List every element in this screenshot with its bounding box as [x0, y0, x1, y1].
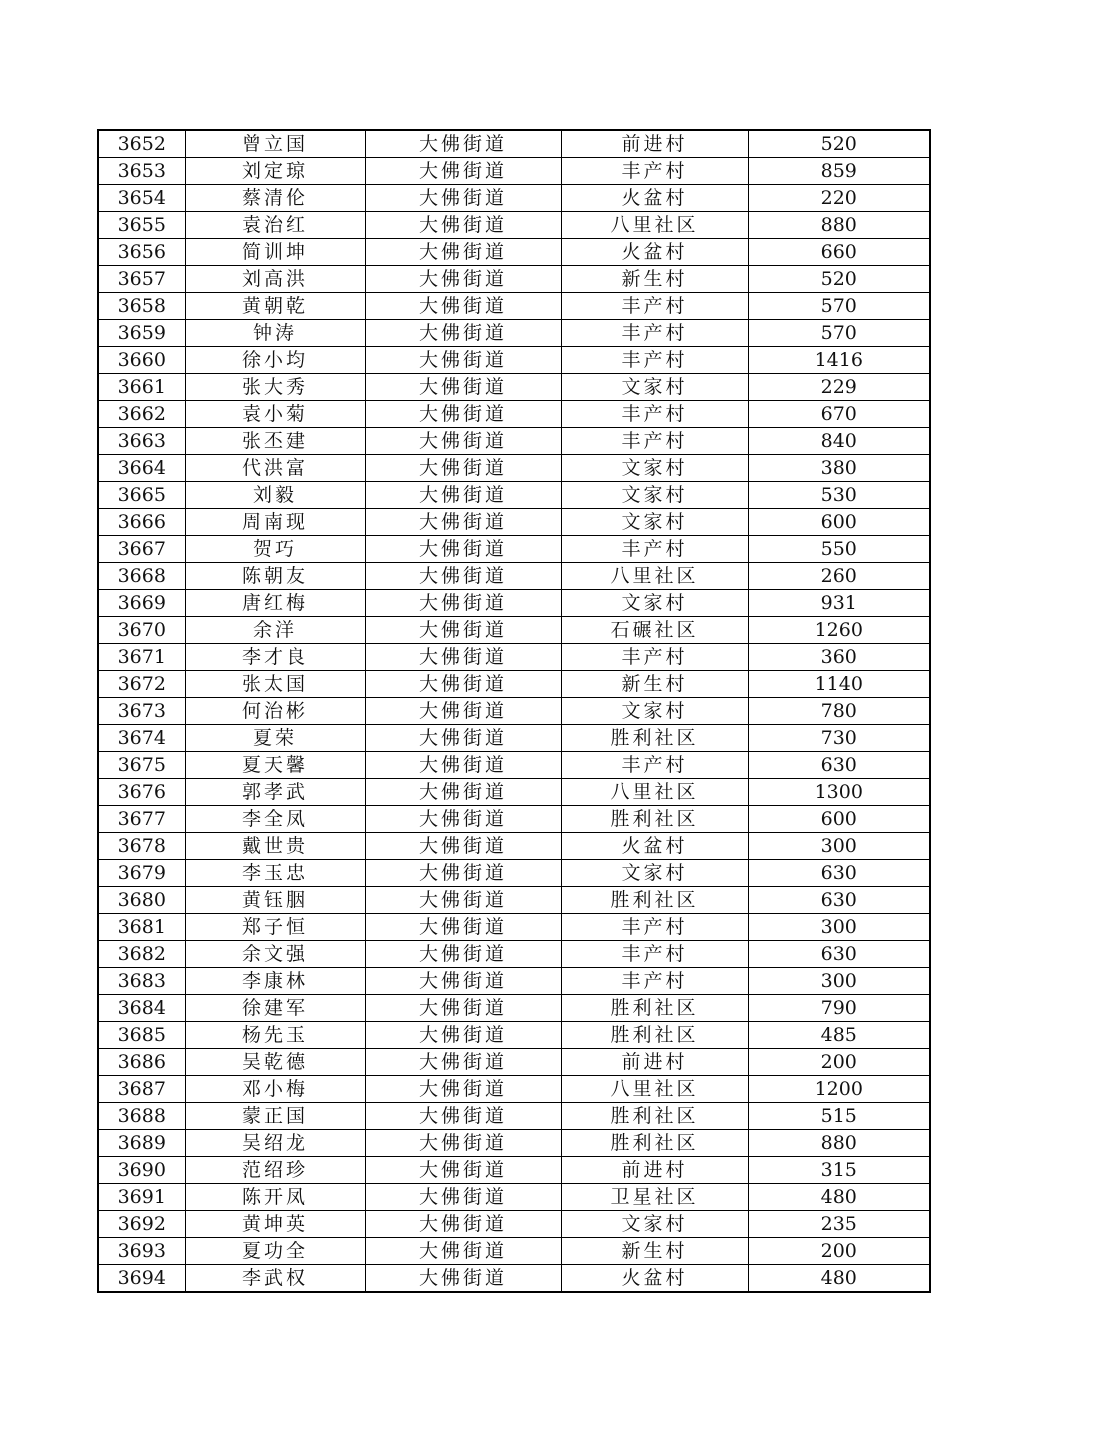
- row-number-cell: 3693: [98, 1238, 185, 1265]
- table-row: [98, 995, 930, 1022]
- village-cell: 新生村: [561, 1238, 748, 1265]
- village-cell: 前进村: [561, 1049, 748, 1076]
- street-cell: 大佛街道: [365, 1238, 561, 1265]
- row-number-cell: 3677: [98, 806, 185, 833]
- street-cell: 大佛街道: [365, 941, 561, 968]
- village-cell: 文家村: [561, 455, 748, 482]
- street-cell: 大佛街道: [365, 590, 561, 617]
- village-cell: 丰产村: [561, 320, 748, 347]
- street-cell: 大佛街道: [365, 563, 561, 590]
- name-cell: 吴绍龙: [185, 1130, 365, 1157]
- name-cell: 黄坤英: [185, 1211, 365, 1238]
- street-cell: 大佛街道: [365, 860, 561, 887]
- street-cell: 大佛街道: [365, 266, 561, 293]
- row-number-cell: 3676: [98, 779, 185, 806]
- name-cell: 夏荣: [185, 725, 365, 752]
- village-cell: 前进村: [561, 1157, 748, 1184]
- row-number-cell: 3665: [98, 482, 185, 509]
- village-cell: 丰产村: [561, 401, 748, 428]
- street-cell: 大佛街道: [365, 212, 561, 239]
- village-cell: 文家村: [561, 590, 748, 617]
- street-cell: 大佛街道: [365, 1076, 561, 1103]
- village-cell: 文家村: [561, 509, 748, 536]
- village-cell: 文家村: [561, 1211, 748, 1238]
- street-cell: 大佛街道: [365, 185, 561, 212]
- village-cell: 文家村: [561, 860, 748, 887]
- street-cell: 大佛街道: [365, 536, 561, 563]
- row-number-cell: 3654: [98, 185, 185, 212]
- amount-cell: 600: [748, 806, 930, 833]
- row-number-cell: 3686: [98, 1049, 185, 1076]
- row-number-cell: 3656: [98, 239, 185, 266]
- village-cell: 丰产村: [561, 158, 748, 185]
- table-row: [98, 347, 930, 374]
- village-cell: 文家村: [561, 374, 748, 401]
- row-number-cell: 3689: [98, 1130, 185, 1157]
- table-row: [98, 806, 930, 833]
- amount-cell: 300: [748, 833, 930, 860]
- street-cell: 大佛街道: [365, 779, 561, 806]
- village-cell: 胜利社区: [561, 806, 748, 833]
- amount-cell: 1140: [748, 671, 930, 698]
- name-cell: 周南现: [185, 509, 365, 536]
- name-cell: 刘高洪: [185, 266, 365, 293]
- name-cell: 钟涛: [185, 320, 365, 347]
- name-cell: 张太国: [185, 671, 365, 698]
- row-number-cell: 3667: [98, 536, 185, 563]
- row-number-cell: 3674: [98, 725, 185, 752]
- amount-cell: 480: [748, 1184, 930, 1211]
- name-cell: 黄钰胭: [185, 887, 365, 914]
- street-cell: 大佛街道: [365, 968, 561, 995]
- village-cell: 八里社区: [561, 779, 748, 806]
- table-row: [98, 455, 930, 482]
- street-cell: 大佛街道: [365, 428, 561, 455]
- table-row: [98, 914, 930, 941]
- amount-cell: 315: [748, 1157, 930, 1184]
- village-cell: 胜利社区: [561, 995, 748, 1022]
- amount-cell: 630: [748, 941, 930, 968]
- name-cell: 李全凤: [185, 806, 365, 833]
- table-row: [98, 1184, 930, 1211]
- table-row: [98, 752, 930, 779]
- row-number-cell: 3657: [98, 266, 185, 293]
- amount-cell: 515: [748, 1103, 930, 1130]
- amount-cell: 520: [748, 266, 930, 293]
- table-row: [98, 374, 930, 401]
- name-cell: 代洪富: [185, 455, 365, 482]
- street-cell: 大佛街道: [365, 995, 561, 1022]
- street-cell: 大佛街道: [365, 1157, 561, 1184]
- amount-cell: 790: [748, 995, 930, 1022]
- table-row: [98, 1157, 930, 1184]
- amount-cell: 730: [748, 725, 930, 752]
- amount-cell: 530: [748, 482, 930, 509]
- name-cell: 余洋: [185, 617, 365, 644]
- name-cell: 张大秀: [185, 374, 365, 401]
- street-cell: 大佛街道: [365, 1265, 561, 1293]
- village-cell: 前进村: [561, 130, 748, 158]
- amount-cell: 300: [748, 968, 930, 995]
- street-cell: 大佛街道: [365, 1103, 561, 1130]
- street-cell: 大佛街道: [365, 698, 561, 725]
- amount-cell: 200: [748, 1049, 930, 1076]
- street-cell: 大佛街道: [365, 725, 561, 752]
- row-number-cell: 3694: [98, 1265, 185, 1293]
- table-row: [98, 130, 930, 158]
- row-number-cell: 3653: [98, 158, 185, 185]
- village-cell: 火盆村: [561, 1265, 748, 1293]
- row-number-cell: 3675: [98, 752, 185, 779]
- table-row: [98, 1130, 930, 1157]
- village-cell: 胜利社区: [561, 725, 748, 752]
- street-cell: 大佛街道: [365, 833, 561, 860]
- village-cell: 丰产村: [561, 347, 748, 374]
- village-cell: 文家村: [561, 482, 748, 509]
- table-row: [98, 536, 930, 563]
- amount-cell: 550: [748, 536, 930, 563]
- name-cell: 郭孝武: [185, 779, 365, 806]
- street-cell: 大佛街道: [365, 509, 561, 536]
- row-number-cell: 3661: [98, 374, 185, 401]
- row-number-cell: 3652: [98, 130, 185, 158]
- name-cell: 蒙正国: [185, 1103, 365, 1130]
- row-number-cell: 3678: [98, 833, 185, 860]
- table-row: [98, 1103, 930, 1130]
- amount-cell: 880: [748, 212, 930, 239]
- village-cell: 火盆村: [561, 185, 748, 212]
- village-cell: 丰产村: [561, 941, 748, 968]
- row-number-cell: 3664: [98, 455, 185, 482]
- amount-cell: 1416: [748, 347, 930, 374]
- amount-cell: 880: [748, 1130, 930, 1157]
- table-row: [98, 1211, 930, 1238]
- village-cell: 丰产村: [561, 536, 748, 563]
- village-cell: 新生村: [561, 671, 748, 698]
- row-number-cell: 3655: [98, 212, 185, 239]
- table-row: [98, 509, 930, 536]
- amount-cell: 931: [748, 590, 930, 617]
- amount-cell: 260: [748, 563, 930, 590]
- amount-cell: 630: [748, 860, 930, 887]
- name-cell: 袁小菊: [185, 401, 365, 428]
- village-cell: 新生村: [561, 266, 748, 293]
- amount-cell: 200: [748, 1238, 930, 1265]
- street-cell: 大佛街道: [365, 1022, 561, 1049]
- name-cell: 张丕建: [185, 428, 365, 455]
- row-number-cell: 3687: [98, 1076, 185, 1103]
- row-number-cell: 3684: [98, 995, 185, 1022]
- street-cell: 大佛街道: [365, 347, 561, 374]
- table-row: [98, 887, 930, 914]
- name-cell: 陈朝友: [185, 563, 365, 590]
- amount-cell: 485: [748, 1022, 930, 1049]
- amount-cell: 229: [748, 374, 930, 401]
- row-number-cell: 3685: [98, 1022, 185, 1049]
- row-number-cell: 3666: [98, 509, 185, 536]
- village-cell: 胜利社区: [561, 887, 748, 914]
- table-row: [98, 1022, 930, 1049]
- amount-cell: 220: [748, 185, 930, 212]
- table-row: [98, 401, 930, 428]
- village-cell: 丰产村: [561, 293, 748, 320]
- name-cell: 刘定琼: [185, 158, 365, 185]
- table-row: [98, 1265, 930, 1293]
- village-cell: 丰产村: [561, 968, 748, 995]
- row-number-cell: 3658: [98, 293, 185, 320]
- amount-cell: 570: [748, 293, 930, 320]
- street-cell: 大佛街道: [365, 1184, 561, 1211]
- table-row: [98, 833, 930, 860]
- table-row: [98, 860, 930, 887]
- table-row: [98, 941, 930, 968]
- table-row: [98, 158, 930, 185]
- table-row: [98, 644, 930, 671]
- amount-cell: 840: [748, 428, 930, 455]
- village-cell: 卫星社区: [561, 1184, 748, 1211]
- street-cell: 大佛街道: [365, 401, 561, 428]
- village-cell: 丰产村: [561, 914, 748, 941]
- name-cell: 唐红梅: [185, 590, 365, 617]
- street-cell: 大佛街道: [365, 130, 561, 158]
- row-number-cell: 3681: [98, 914, 185, 941]
- street-cell: 大佛街道: [365, 914, 561, 941]
- name-cell: 邓小梅: [185, 1076, 365, 1103]
- table-row: [98, 1076, 930, 1103]
- street-cell: 大佛街道: [365, 806, 561, 833]
- name-cell: 陈开凤: [185, 1184, 365, 1211]
- amount-cell: 660: [748, 239, 930, 266]
- table-row: [98, 239, 930, 266]
- table-row: [98, 428, 930, 455]
- row-number-cell: 3688: [98, 1103, 185, 1130]
- street-cell: 大佛街道: [365, 617, 561, 644]
- name-cell: 李武权: [185, 1265, 365, 1293]
- name-cell: 范绍珍: [185, 1157, 365, 1184]
- table-row: [98, 779, 930, 806]
- name-cell: 贺巧: [185, 536, 365, 563]
- street-cell: 大佛街道: [365, 887, 561, 914]
- street-cell: 大佛街道: [365, 752, 561, 779]
- village-cell: 八里社区: [561, 1076, 748, 1103]
- table-row: [98, 185, 930, 212]
- row-number-cell: 3671: [98, 644, 185, 671]
- table-row: [98, 698, 930, 725]
- amount-cell: 630: [748, 887, 930, 914]
- amount-cell: 780: [748, 698, 930, 725]
- amount-cell: 480: [748, 1265, 930, 1293]
- row-number-cell: 3663: [98, 428, 185, 455]
- table-row: [98, 1238, 930, 1265]
- row-number-cell: 3682: [98, 941, 185, 968]
- village-cell: 丰产村: [561, 428, 748, 455]
- village-cell: 火盆村: [561, 239, 748, 266]
- amount-cell: 600: [748, 509, 930, 536]
- table-row: [98, 563, 930, 590]
- amount-cell: 360: [748, 644, 930, 671]
- roster-table-body: [98, 130, 930, 1292]
- table-row: [98, 617, 930, 644]
- row-number-cell: 3673: [98, 698, 185, 725]
- name-cell: 黄朝乾: [185, 293, 365, 320]
- village-cell: 丰产村: [561, 752, 748, 779]
- village-cell: 胜利社区: [561, 1103, 748, 1130]
- name-cell: 李才良: [185, 644, 365, 671]
- street-cell: 大佛街道: [365, 1211, 561, 1238]
- village-cell: 火盆村: [561, 833, 748, 860]
- village-cell: 胜利社区: [561, 1022, 748, 1049]
- village-cell: 胜利社区: [561, 1130, 748, 1157]
- street-cell: 大佛街道: [365, 671, 561, 698]
- amount-cell: 380: [748, 455, 930, 482]
- row-number-cell: 3692: [98, 1211, 185, 1238]
- row-number-cell: 3670: [98, 617, 185, 644]
- table-row: [98, 968, 930, 995]
- street-cell: 大佛街道: [365, 1049, 561, 1076]
- name-cell: 蔡清伦: [185, 185, 365, 212]
- table-row: [98, 293, 930, 320]
- amount-cell: 300: [748, 914, 930, 941]
- row-number-cell: 3690: [98, 1157, 185, 1184]
- table-row: [98, 266, 930, 293]
- village-cell: 八里社区: [561, 212, 748, 239]
- name-cell: 李玉忠: [185, 860, 365, 887]
- street-cell: 大佛街道: [365, 239, 561, 266]
- name-cell: 夏天馨: [185, 752, 365, 779]
- street-cell: 大佛街道: [365, 482, 561, 509]
- table-row: [98, 320, 930, 347]
- amount-cell: 1200: [748, 1076, 930, 1103]
- row-number-cell: 3672: [98, 671, 185, 698]
- name-cell: 夏功全: [185, 1238, 365, 1265]
- street-cell: 大佛街道: [365, 293, 561, 320]
- street-cell: 大佛街道: [365, 158, 561, 185]
- name-cell: 曾立国: [185, 130, 365, 158]
- name-cell: 郑子恒: [185, 914, 365, 941]
- street-cell: 大佛街道: [365, 455, 561, 482]
- roster-table: [97, 129, 931, 1293]
- name-cell: 李康林: [185, 968, 365, 995]
- name-cell: 何治彬: [185, 698, 365, 725]
- table-row: [98, 482, 930, 509]
- row-number-cell: 3668: [98, 563, 185, 590]
- amount-cell: 630: [748, 752, 930, 779]
- amount-cell: 235: [748, 1211, 930, 1238]
- row-number-cell: 3662: [98, 401, 185, 428]
- row-number-cell: 3679: [98, 860, 185, 887]
- name-cell: 简训坤: [185, 239, 365, 266]
- name-cell: 戴世贵: [185, 833, 365, 860]
- row-number-cell: 3680: [98, 887, 185, 914]
- street-cell: 大佛街道: [365, 644, 561, 671]
- table-row: [98, 671, 930, 698]
- amount-cell: 1300: [748, 779, 930, 806]
- row-number-cell: 3683: [98, 968, 185, 995]
- table-row: [98, 590, 930, 617]
- name-cell: 余文强: [185, 941, 365, 968]
- name-cell: 杨先玉: [185, 1022, 365, 1049]
- amount-cell: 570: [748, 320, 930, 347]
- village-cell: 石碾社区: [561, 617, 748, 644]
- row-number-cell: 3660: [98, 347, 185, 374]
- row-number-cell: 3691: [98, 1184, 185, 1211]
- village-cell: 丰产村: [561, 644, 748, 671]
- village-cell: 文家村: [561, 698, 748, 725]
- amount-cell: 1260: [748, 617, 930, 644]
- table-row: [98, 212, 930, 239]
- street-cell: 大佛街道: [365, 374, 561, 401]
- amount-cell: 520: [748, 130, 930, 158]
- row-number-cell: 3659: [98, 320, 185, 347]
- row-number-cell: 3669: [98, 590, 185, 617]
- amount-cell: 859: [748, 158, 930, 185]
- name-cell: 刘毅: [185, 482, 365, 509]
- name-cell: 徐小均: [185, 347, 365, 374]
- table-row: [98, 725, 930, 752]
- village-cell: 八里社区: [561, 563, 748, 590]
- amount-cell: 670: [748, 401, 930, 428]
- name-cell: 袁治红: [185, 212, 365, 239]
- street-cell: 大佛街道: [365, 320, 561, 347]
- name-cell: 徐建军: [185, 995, 365, 1022]
- street-cell: 大佛街道: [365, 1130, 561, 1157]
- table-row: [98, 1049, 930, 1076]
- name-cell: 吴乾德: [185, 1049, 365, 1076]
